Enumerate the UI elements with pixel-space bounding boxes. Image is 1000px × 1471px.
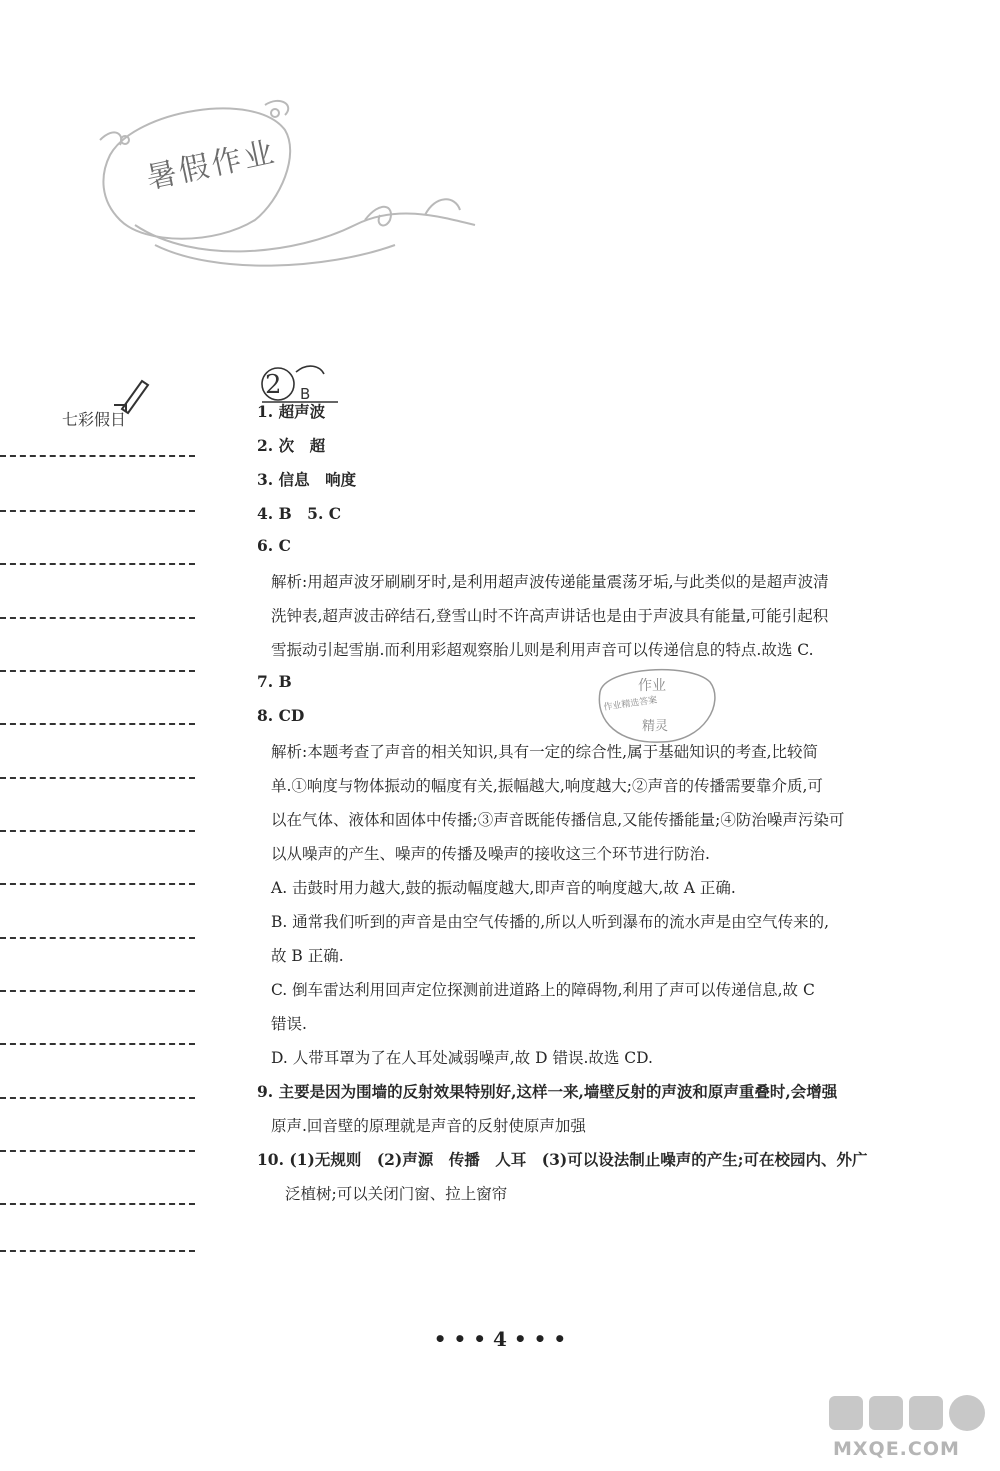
- explanation-line: C. 倒车雷达利用回声定位探测前进道路上的障碍物,利用了声可以传递信息,故 C: [271, 981, 815, 999]
- answer-line: 9. 主要是因为围墙的反射效果特别好,这样一来,墙壁反射的声波和原声重叠时,会增强: [257, 1082, 838, 1101]
- note-line: [0, 777, 195, 779]
- site-watermark: [825, 1390, 995, 1465]
- section-number: 2: [265, 370, 282, 400]
- explanation-line: 泛植树;可以关闭门窗、拉上窗帘: [285, 1185, 508, 1203]
- note-line: [0, 1043, 195, 1045]
- explanation-line: 单.①响度与物体振动的幅度有关,振幅越大,响度越大;②声音的传播需要靠介质,可: [271, 777, 823, 795]
- explanation-line: 雪振动引起雪崩.而利用彩超观察胎儿则是利用声音可以传递信息的特点.故选 C.: [271, 641, 814, 659]
- explanation-line: 故 B 正确.: [271, 947, 344, 965]
- explanation-line: 以在气体、液体和固体中传播;③声音既能传播信息,又能传播能量;④防治噪声污染可: [271, 811, 845, 829]
- note-line: [0, 617, 195, 619]
- answer-line: 10. (1)无规则 (2)声源 传播 人耳 (3)可以设法制止噪声的产生;可在校园内、外广: [257, 1150, 868, 1169]
- note-line: [0, 670, 195, 672]
- explanation-line: B. 通常我们听到的声音是由空气传播的,所以人听到瀑布的流水声是由空气传来的,: [271, 913, 830, 931]
- stamp-line1: 作业: [638, 678, 666, 694]
- stamp-line2: 作业精选答案: [603, 695, 658, 713]
- note-line: [0, 455, 195, 457]
- answer-line: 6. C: [257, 536, 291, 555]
- note-line: [0, 830, 195, 832]
- page-number: • • • 4 • • •: [433, 1327, 567, 1351]
- answer-stamp: [590, 662, 720, 747]
- note-line: [0, 883, 195, 885]
- answer-line: 7. B: [257, 672, 292, 691]
- watermark-text: MXQE.COM: [833, 1438, 960, 1460]
- stamp-line3: 精灵: [642, 719, 669, 734]
- note-line: [0, 1097, 195, 1099]
- sidebar-title: 七彩假日: [62, 410, 127, 429]
- explanation-line: 错误.: [271, 1015, 307, 1033]
- section-letter: B: [300, 385, 311, 403]
- header-logo: [95, 95, 495, 285]
- header-title: 暑假作业: [143, 134, 280, 197]
- note-line: [0, 510, 195, 512]
- answer-line: 2. 次 超: [257, 436, 326, 455]
- note-line: [0, 937, 195, 939]
- note-line: [0, 1250, 195, 1252]
- stamp-seal-icon: [590, 662, 720, 747]
- answer-line: 1. 超声波: [257, 402, 326, 421]
- explanation-line: D. 人带耳罩为了在人耳处减弱噪声,故 D 错误.故选 CD.: [271, 1049, 653, 1067]
- note-line: [0, 563, 195, 565]
- explanation-line: 解析:用超声波牙刷刷牙时,是利用超声波传递能量震荡牙垢,与此类似的是超声波清: [271, 573, 829, 591]
- note-line: [0, 1150, 195, 1152]
- note-line: [0, 990, 195, 992]
- answer-line: 3. 信息 响度: [257, 470, 357, 489]
- explanation-line: 原声.回音壁的原理就是声音的反射使原声加强: [271, 1117, 586, 1135]
- answer-line: 8. CD: [257, 706, 305, 725]
- note-line: [0, 1203, 195, 1205]
- explanation-line: 洗钟表,超声波击碎结石,登雪山时不许高声讲话也是由于声波具有能量,可能引起积: [271, 607, 829, 625]
- explanation-line: 以从噪声的产生、噪声的传播及噪声的接收这三个环节进行防治.: [271, 845, 710, 863]
- answer-line: 4. B 5. C: [257, 504, 342, 523]
- explanation-line: A. 击鼓时用力越大,鼓的振动幅度越大,即声音的响度越大,故 A 正确.: [271, 879, 736, 897]
- note-line: [0, 723, 195, 725]
- explanation-line: 解析:本题考查了声音的相关知识,具有一定的综合性,属于基础知识的考查,比较简: [271, 743, 819, 761]
